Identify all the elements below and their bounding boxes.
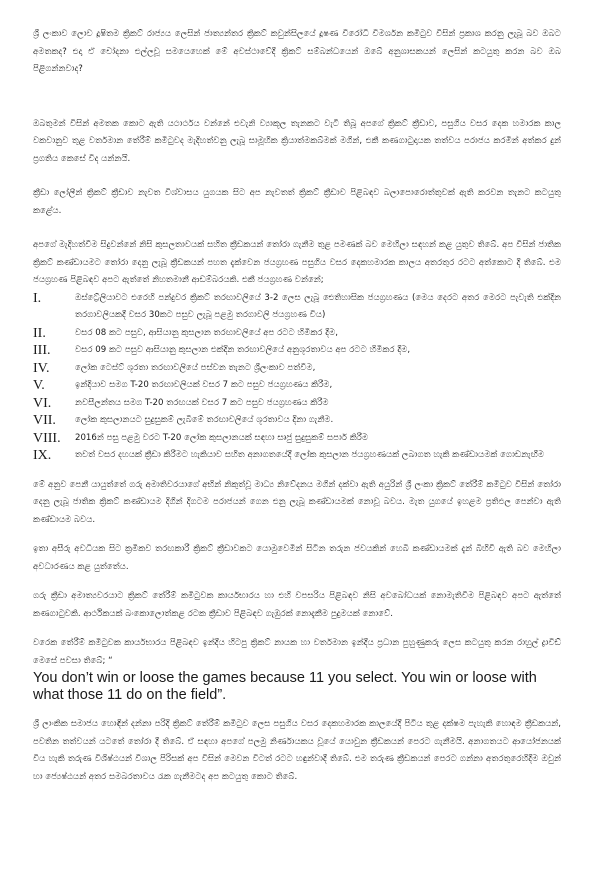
paragraph-selection-policy: ශ්‍රී ලාංකික සමාජය හොඳින් දන්නා පරිදි ක්‍රිකට් තේරීම් කමිටුව ලෙස පසුගිය වසර දෙකහමාරක කාලයේදී පිටිය තුළ දක්ෂම පැහැකි හොඳම ක්‍රීඩකයන්, පවතින තත්වයන් යටතේ තෝරා දී තිබේ. ඒ සඳහා අපගේ පලමු නිර්ණායකය වූයේ යොවුන ක්‍රීඩකයන් පෙරට ගැනීමයි. අනාගතයට ආයෝජනයක් විය හැකි තරුණ විශිෂ්ඨයන් විශාල පිරිසක් අප විසින් මෙවන විටත් රටට හඳුන්වාදී තිබේ. එම තරුණ ක්‍රීඩකයන් පෙරට ගන්නා අතරතුරෙහිදීම ඔවුන් හා ජ්‍යෙෂ්ඨයන් අතර සමබරතාවය රැක ගැනීමටද අප කටයුතු කොට තිබේ. [33, 719, 561, 782]
list-text: ඉන්දියාව සමග T-20 තරඟාවලියක් වසර 7 කට පසුව ජයග්‍රහණය කිරීම, [75, 380, 333, 390]
list-item [33, 360, 561, 378]
achievements-list [33, 290, 561, 465]
paragraph-dravid-intro: වරෙක තේරීම් කමිටුවක කාර්යභාරය පිළිබඳව ඉන්දීය හිටපු ක්‍රිකට් නායක හා වර්තමාන ඉන්දීය ප්‍රධාන පුහුණුකරු ලෙස කටයුතු කරන රාහුල් ද්‍රාවිඩ් මෙසේ පවසා තිබේ; “ [33, 638, 561, 666]
paragraph-selection: අපගේ මැදිහත්වීම සිදුවන්නේ නිසි කුසලතාවයක් සහිත ක්‍රීඩකයන් තෝරා ගැනීම තුළ පමණක් බව මෙහිලා සඳහන් කළ යුතුව තිබේ. අප විසින් ජාතික ක්‍රිකට් කණ්ඩායමට තෝරා දෙනු ලැබූ ක්‍රීඩකයන් පහත දැක්වෙන ජයග්‍රහණ පසුගිය වසර දෙකහමාරක කාලය අතරතුර රටට අත්කොට දී තිබේ. එම ජයග්‍රහණ පිළිබඳව අපට ඇත්තේ නිහතමානී ආඩම්බරයකි. එකී ජයග්‍රහණ වන්නේ; [33, 240, 561, 285]
list-text: නවසීලන්තය සමග T-20 තරඟයක් වසර 7 කට පසුව ජයග්‍රහණය කිරීම [75, 397, 329, 408]
list-item [33, 290, 561, 325]
list-item [33, 447, 561, 465]
paragraph-intro: ශ්‍රී ලංකාව ලොව දූෂිතම ක්‍රිකට් රාජ්‍යය ලෙසින් ජාත්‍යන්තර ක්‍රිකට් කවුන්සිලයේ දූෂණ විරෝධී විමර්ශන කමිටුව විසින් ප්‍රකාශ කරනු ලැබූ බව ඔබට අමතකද? එදා ඒ චෝදනා එල්ලවූ සමයෙහෙක් මේ අවස්ථාවේදී ක්‍රිකට් සම්බන්ධයෙන් ඔබේ අනුශාසකයන් ලෙසින් කටයුතු කරන බව ඔබ පිළිගන්නවාද? [33, 29, 561, 74]
list-number: VIII. [33, 430, 61, 446]
list-number: VII. [33, 413, 56, 428]
list-number: IX. [33, 448, 52, 463]
paragraph-conclusion: මේ අනුව පෙනී යායුත්තේ ගරු අමාතිවරයාගේ අභින් නිකුත්වූ මාධ්‍ය නිවේදනය මගින් දක්වා ඇති අයුරින් ශ්‍රී ලංකා ක්‍රිකට් තේරීම් කමිටුව විසින් තෝරා දෙනු ලැබූ ජාතික ක්‍රිකට් කණ්ඩායම දිගින් දිගටම පරාජයන් ගෙන එනු ලැබූ කණ්ඩායමක් නොවූ බවය. මැත යුගයේ ඉහළම ප්‍රතිඵල පෙන්වා ඇති කණ්ඩායම බවය. [33, 479, 561, 525]
list-number: III. [33, 343, 51, 358]
list-item [33, 377, 561, 395]
list-number: IV. [33, 360, 50, 376]
list-text: ඔස්ට්‍රේලියාවට එරෙහි පන්දුවර ක්‍රිකට් තරඟාවලියේ 3-2 ලෙස ලැබූ ඓතිහාසික ජයග්‍රහණය (මෙය දෙරට අතර මෙරට පැවැති එක්දින තරගාවලියකදී වසර 30කට පසුව ලැබූ පළමු තරගාවලි ජයග්‍රහණ විය) [75, 292, 561, 320]
list-number: II. [33, 325, 46, 341]
list-item [33, 342, 561, 360]
list-text: තවත් වසර දහයක් ක්‍රීඩා කිරීමට හැකියාව සහිත අනාගතයේදී ලෝක කුසලාන ජයග්‍රහණයක් ලබාගත හැකි කණ්ඩායමක් ගොඩනැඟීම [75, 450, 545, 460]
list-text: වසර 09 කට පසුව ආසියානු කුසලාන එක්දින තරඟාවලියේ අනුශූරතාවය අප රටට හිමිකර දීම, [75, 345, 411, 355]
list-number: VI. [33, 395, 52, 411]
list-text: ලෝක කුසලානයට සුදුසුකම් ලැබීමේ තරඟාවලියේ ශූරතාවය දිනා ගැනීම. [75, 415, 334, 425]
list-number: V. [33, 378, 45, 393]
paragraph-young-team: ඉතා අසීරු අවධියක සිට ක්‍රමිකව තරඟකාරී ක්‍රිකට් ක්‍රීඩාවකට යොමුවෙමින් සිටින තරුන ජවයකින් හෙබි කණ්ඩායමක් දැන් බිහිවී ඇති බව මෙහිලා අවධාරණය කළ යුත්තේය. [33, 544, 561, 572]
list-item [33, 430, 561, 448]
list-text: 2016න් පසු පළමු වරට T-20 ලෝක කුසලානයක් සඳහා සෘජු සුදුසුකම් සපාර් කිරීම [75, 432, 369, 443]
list-number: I. [33, 290, 42, 306]
paragraph-minister: ගරු ක්‍රීඩා අමාත්‍යවරයාට ක්‍රිකට් තේරීම් කමිටුවක කාර්යභාරය හා එහි වපසරිය පිළිබඳව නිසි අවබෝධයක් නොමැතිවීම පිළිබඳව අපට ඇත්තේ කණගාටුවකි. ආර්ථිකයක් බංකොලොත්කළ රටක ක්‍රීඩාව පිළිබඳව ගැඹුරක් නොදැකීම පුදුමයක් නොවේ. [33, 591, 561, 619]
list-item [33, 395, 561, 413]
list-text: වසර 08 කට පසුව, ආසියානු කුසලාන තරඟාවලියේ අප රටට හිමිකර දීම, [75, 327, 338, 338]
paragraph-hope: ක්‍රීඩා ලෝලීන් ක්‍රිකට් ක්‍රීඩාව නැවත විශ්වාසය යුගයක සිට අප නැවතත් ක්‍රිකට් ක්‍රීඩාව පිළිබඳව බලාපොරොත්තුවක් ඇති කරවන තැනට කටයුතු කළේය. [33, 188, 561, 216]
paragraph-reality: ඔබතුමන් විසින් අමතක කොට ඇති යථාර්ථය වන්නේ එවැනි ව්‍යාකූල තැනකට වැටී තිබූ අපගේ ක්‍රිකට් ක්‍රීඩාව, පසුගිය වසර දෙක හමාරක කාල වකවානුව තුළ වර්තමාන තේරීම් කමිටුවද මැදිහත්වනු ලැබූ සාමූහික ක්‍රියාත්මකබ්මක් මගින්, එකී කණගාටුදායක තත්වය පරාජය කරමින් අත්කර දුන් ප්‍රගතිය කෙසේ විද යන්නයි. [33, 118, 561, 164]
list-text: ලෝක ටෙස්ට් ශූරතා තරඟාවලියේ පස්වන තැනට ශ්‍රීලංකාව පත්වීම, [75, 362, 316, 373]
dravid-quote: You don’t win or loose the games because 11 you select. You win or loose with what those 11 do on the field”. [33, 670, 537, 703]
list-item [33, 412, 561, 430]
list-item [33, 325, 561, 343]
